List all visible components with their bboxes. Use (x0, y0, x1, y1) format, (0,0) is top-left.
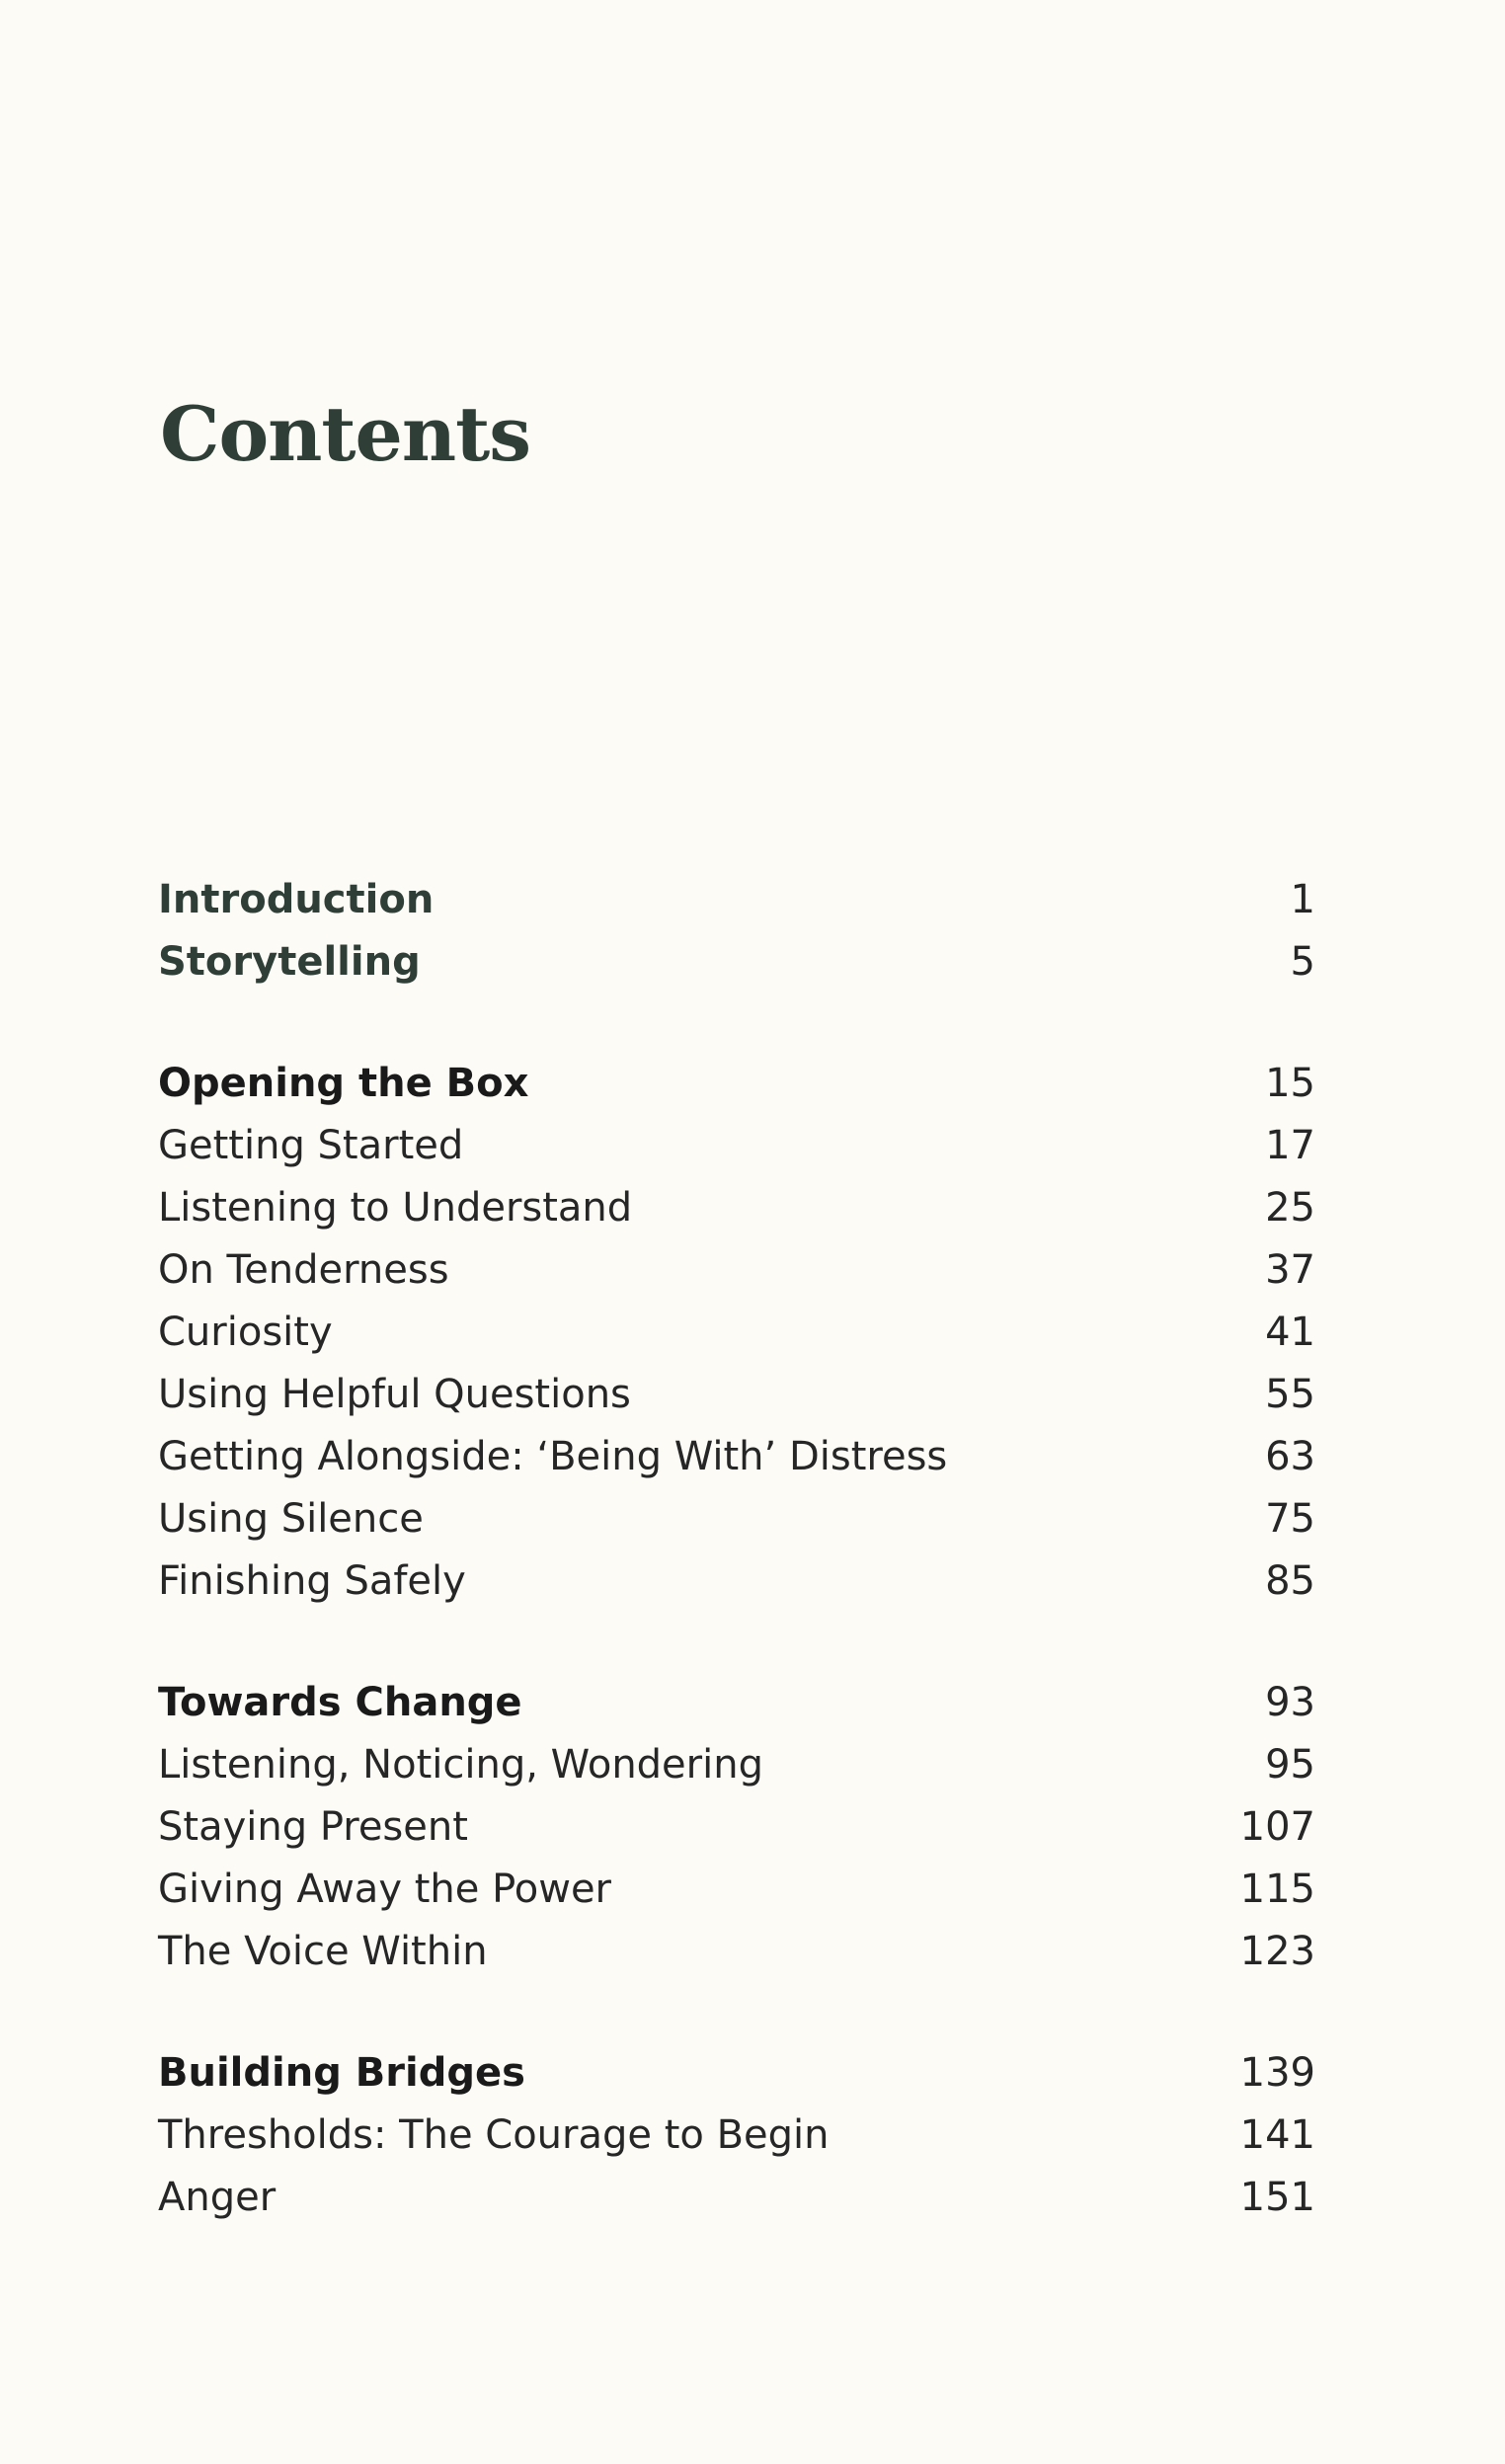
toc-entry[interactable] (158, 1239, 1315, 1302)
toc-entry[interactable] (158, 1364, 1315, 1426)
toc-part-title: Towards Change (158, 1680, 522, 1725)
toc-entry[interactable] (158, 1426, 1315, 1488)
toc-page-number: 151 (1239, 2175, 1315, 2220)
toc-page-number: 1 (1290, 877, 1315, 922)
toc-part-title: Opening the Box (158, 1061, 529, 1106)
section-divider (158, 1983, 1315, 2042)
toc-entry-title: Getting Alongside: ‘Being With’ Distress (158, 1434, 948, 1479)
toc-page-number: 139 (1239, 2050, 1315, 2096)
toc-entry[interactable] (158, 1859, 1315, 1921)
toc-entry[interactable] (158, 2105, 1315, 2167)
section-divider (158, 1613, 1315, 1672)
table-of-contents (158, 869, 1315, 2229)
toc-entry-storytelling[interactable] (158, 931, 1315, 994)
page-title: Contents (160, 390, 531, 478)
toc-entry[interactable] (158, 1302, 1315, 1364)
toc-entry[interactable] (158, 2167, 1315, 2229)
toc-page-number: 37 (1265, 1247, 1315, 1293)
toc-page-number: 5 (1290, 939, 1315, 985)
toc-page-number: 85 (1265, 1558, 1315, 1604)
toc-entry-introduction[interactable] (158, 869, 1315, 931)
toc-entry-title: Listening, Noticing, Wondering (158, 1742, 763, 1788)
toc-entry[interactable] (158, 1550, 1315, 1613)
toc-entry-title: Staying Present (158, 1804, 468, 1850)
toc-entry-title: Listening to Understand (158, 1185, 633, 1231)
toc-page-number: 17 (1265, 1123, 1315, 1168)
toc-entry-title: Giving Away the Power (158, 1867, 612, 1912)
toc-entry[interactable] (158, 1921, 1315, 1983)
toc-page-number: 107 (1239, 1804, 1315, 1850)
toc-entry[interactable] (158, 1177, 1315, 1239)
toc-page-number: 123 (1239, 1929, 1315, 1974)
toc-entry-title: Curiosity (158, 1310, 333, 1355)
toc-entry-title: On Tenderness (158, 1247, 449, 1293)
toc-part-towards-change[interactable] (158, 1672, 1315, 1734)
section-divider (158, 994, 1315, 1053)
toc-page-number: 93 (1265, 1680, 1315, 1725)
toc-page-number: 15 (1265, 1061, 1315, 1106)
toc-entry-title: Introduction (158, 877, 435, 922)
toc-page-number: 41 (1265, 1310, 1315, 1355)
toc-part-opening-the-box[interactable] (158, 1053, 1315, 1115)
toc-part-building-bridges[interactable] (158, 2042, 1315, 2105)
toc-entry[interactable] (158, 1115, 1315, 1177)
toc-page-number: 141 (1239, 2112, 1315, 2158)
toc-entry-title: Getting Started (158, 1123, 464, 1168)
toc-entry-title: Thresholds: The Courage to Begin (158, 2112, 830, 2158)
toc-page-number: 63 (1265, 1434, 1315, 1479)
toc-page-number: 115 (1239, 1867, 1315, 1912)
toc-entry-title: Using Helpful Questions (158, 1372, 631, 1417)
toc-page-number: 95 (1265, 1742, 1315, 1788)
toc-entry[interactable] (158, 1488, 1315, 1550)
toc-entry-title: Anger (158, 2175, 277, 2220)
toc-part-title: Building Bridges (158, 2050, 525, 2096)
toc-page-number: 55 (1265, 1372, 1315, 1417)
toc-entry[interactable] (158, 1796, 1315, 1859)
toc-entry-title: The Voice Within (158, 1929, 488, 1974)
toc-page-number: 75 (1265, 1496, 1315, 1542)
toc-page-number: 25 (1265, 1185, 1315, 1231)
toc-entry-title: Using Silence (158, 1496, 424, 1542)
toc-entry-title: Finishing Safely (158, 1558, 466, 1604)
toc-entry-title: Storytelling (158, 939, 421, 985)
toc-entry[interactable] (158, 1734, 1315, 1796)
